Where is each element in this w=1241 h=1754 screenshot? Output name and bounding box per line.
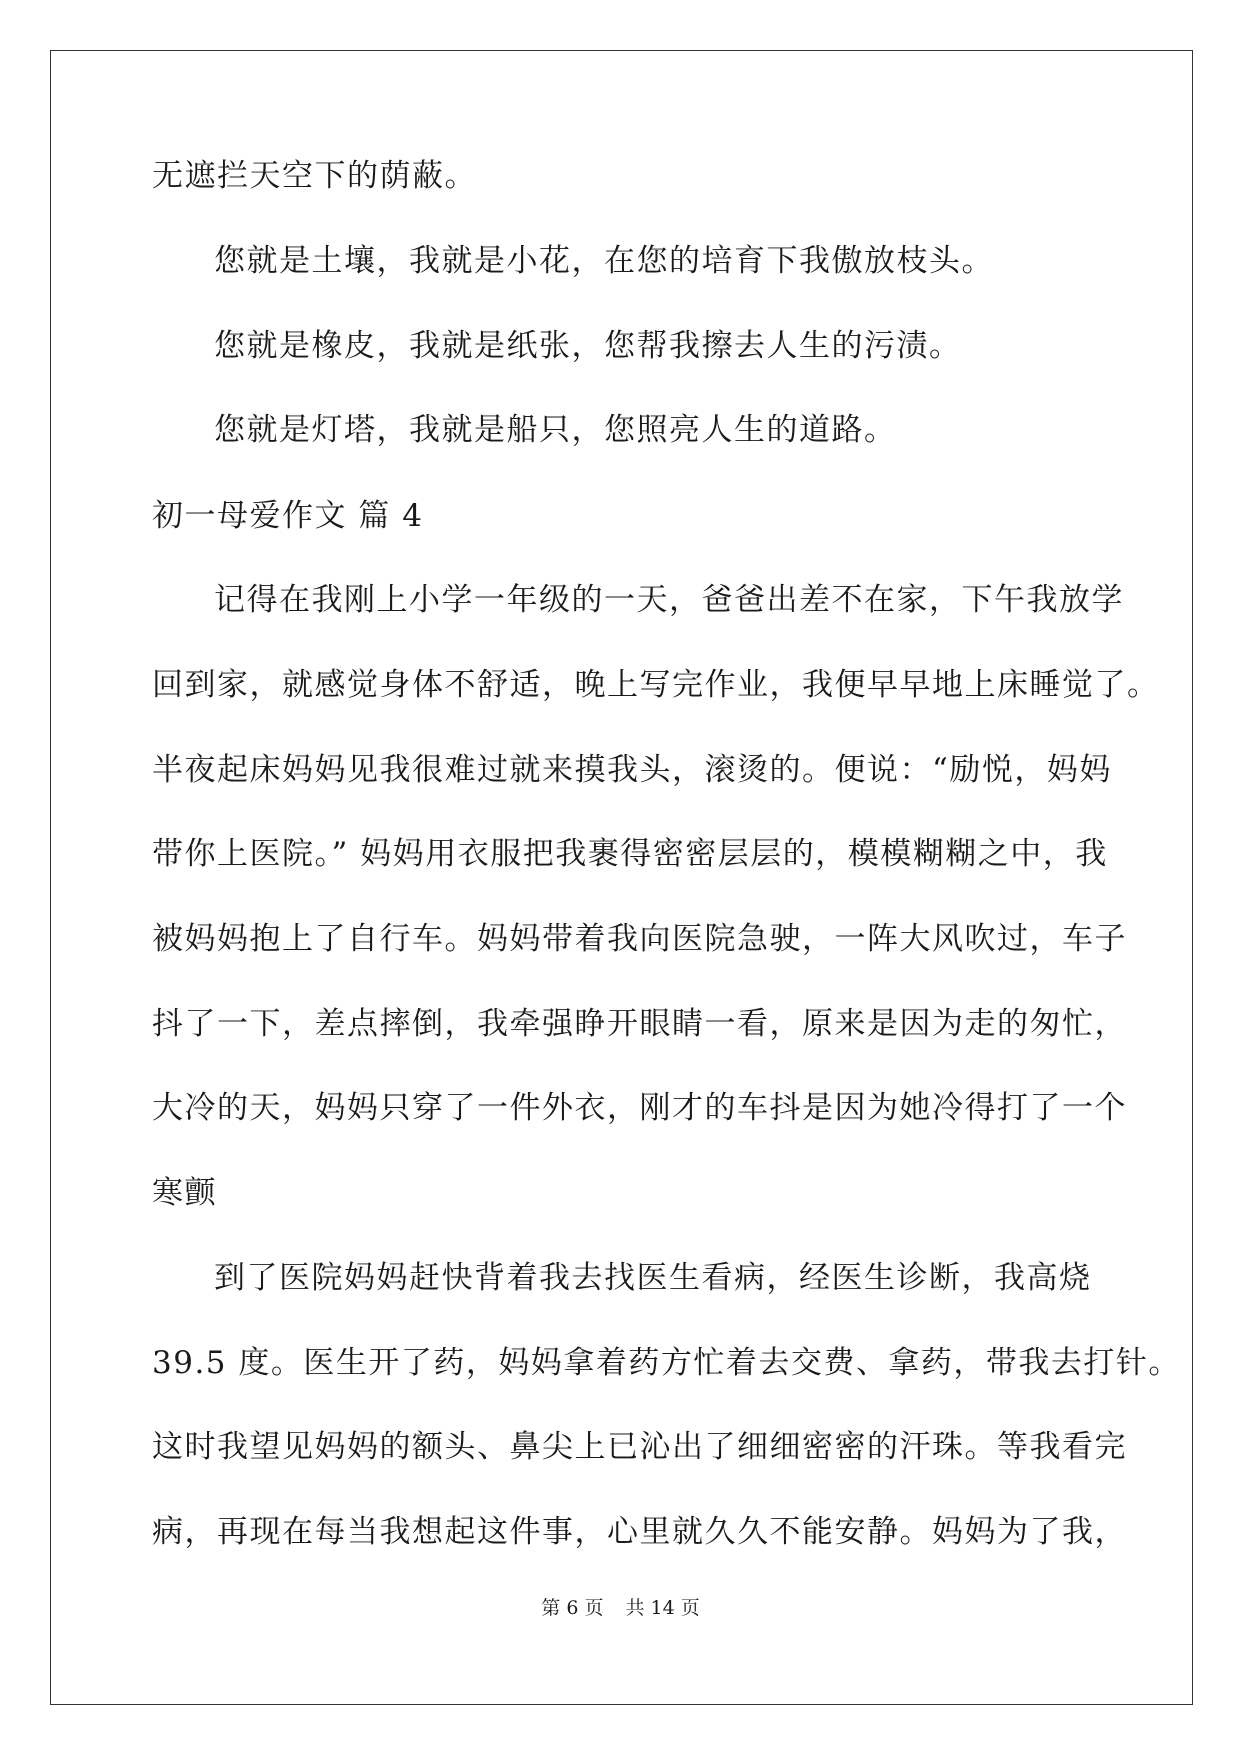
paragraph-line: 记得在我刚上小学一年级的一天，爸爸出差不在家，下午我放学 (214, 582, 1124, 618)
page-total: 共 14 页 (625, 1597, 700, 1619)
page-footer (0, 1596, 1241, 1620)
paragraph-line: 抖了一下，差点摔倒，我牵强睁开眼睛一看，原来是因为走的匆忙， (152, 1006, 1127, 1042)
paragraph-line: 无遮拦天空下的荫蔽。 (152, 158, 477, 194)
paragraph-line: 您就是橡皮，我就是纸张，您帮我擦去人生的污渍。 (214, 328, 962, 364)
paragraph-line: 大冷的天，妈妈只穿了一件外衣，刚才的车抖是因为她冷得打了一个 (152, 1090, 1127, 1126)
paragraph-line: 寒颤 (152, 1175, 217, 1211)
paragraph-line: 这时我望见妈妈的额头、鼻尖上已沁出了细细密密的汗珠。等我看完 (152, 1429, 1127, 1465)
page-number: 第 6 页 (541, 1597, 604, 1619)
paragraph-line: 被妈妈抱上了自行车。妈妈带着我向医院急驶，一阵大风吹过，车子 (152, 921, 1127, 957)
paragraph-line: 带你上医院。” 妈妈用衣服把我裹得密密层层的，模模糊糊之中，我 (152, 836, 1108, 872)
paragraph-line: 您就是土壤，我就是小花，在您的培育下我傲放枝头。 (214, 243, 994, 279)
paragraph-line: 回到家，就感觉身体不舒适，晚上写完作业，我便早早地上床睡觉了。 (152, 667, 1160, 703)
paragraph-line: 病，再现在每当我想起这件事，心里就久久不能安静。妈妈为了我， (152, 1514, 1127, 1550)
paragraph-line: 半夜起床妈妈见我很难过就来摸我头，滚烫的。便说：“励悦，妈妈 (152, 752, 1112, 788)
paragraph-line: 到了医院妈妈赶快背着我去找医生看病，经医生诊断，我高烧 (214, 1260, 1092, 1296)
paragraph-line: 您就是灯塔，我就是船只，您照亮人生的道路。 (214, 412, 897, 448)
paragraph-line: 39.5 度。医生开了药，妈妈拿着药方忙着去交费、拿药，带我去打针。 (152, 1345, 1181, 1381)
section-heading: 初一母爱作文 篇 4 (152, 498, 424, 534)
